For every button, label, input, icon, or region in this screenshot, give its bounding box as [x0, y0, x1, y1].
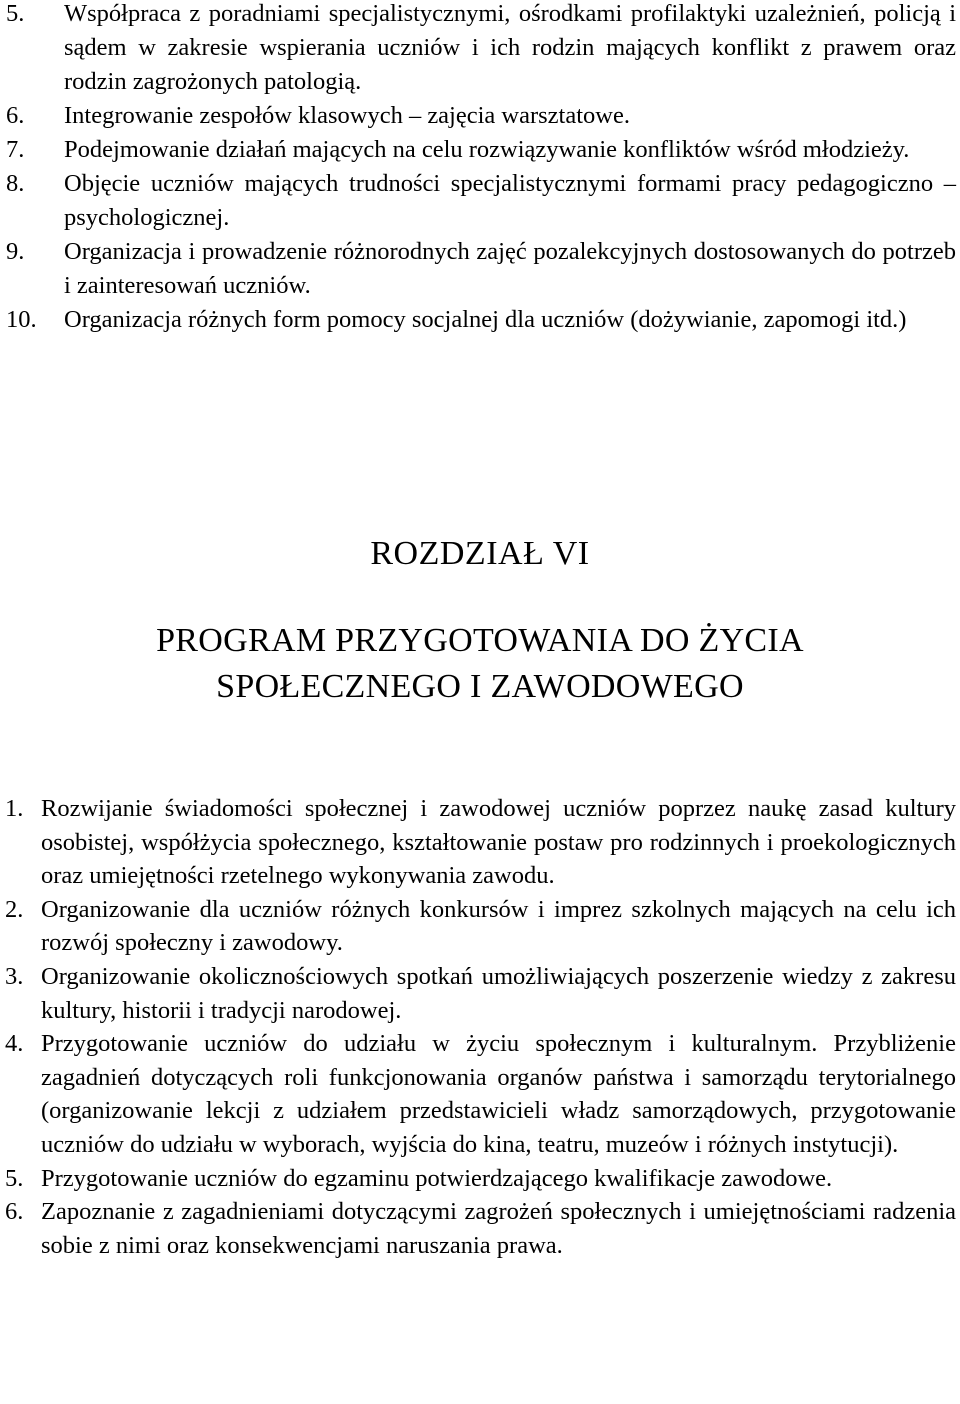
- list-section-a: [6, 0, 956, 337]
- list-item-text: Przygotowanie uczniów do egzaminu potwierdzającego kwalifikacje zawodowe.: [41, 1164, 833, 1192]
- list-item-text: Podejmowanie działań mających na celu rozwiązywanie konfliktów wśród młodzieży.: [64, 136, 910, 163]
- list-item-number: 8.: [6, 170, 25, 197]
- list-item: [5, 1027, 956, 1161]
- list-item-number: 6.: [5, 1198, 24, 1226]
- list-item-text: Organizowanie okolicznościowych spotkań umożliwiających poszerzenie wiedzy z zakresu kultury, historii i tradycji narodowej.: [41, 962, 956, 1024]
- list-item-text: Rozwijanie świadomości społecznej i zawodowej uczniów poprzez naukę zasad kultury osobistej, współżycia społecznego, kształtowanie postaw pro rodzinnych i proekologicznych oraz umiejętności rzetelnego wykonywania zawodu.: [41, 795, 956, 890]
- list-item-text: Objęcie uczniów mających trudności specjalistycznymi formami pracy pedagogiczno – psychologicznej.: [64, 170, 956, 231]
- list-item: [5, 1195, 956, 1262]
- list-item-number: 3.: [5, 962, 24, 990]
- list-item-text: Współpraca z poradniami specjalistycznymi, ośrodkami profilaktyki uzależnień, policją i sądem w zakresie wspierania uczniów i ich rodzin mających konflikt z prawem oraz rodzin zagrożonych patologią.: [64, 0, 956, 95]
- list-item-text: Integrowanie zespołów klasowych – zajęcia warsztatowe.: [64, 102, 630, 129]
- list-item-number: 5.: [5, 1164, 24, 1192]
- list-item-number: 6.: [6, 102, 25, 129]
- program-title-line-1: PROGRAM PRZYGOTOWANIA DO ŻYCIA: [156, 622, 804, 659]
- list-section-b: [5, 792, 956, 1262]
- list-item-text: Organizacja różnych form pomocy socjalnej dla uczniów (dożywianie, zapomogi itd.): [64, 306, 907, 333]
- list-item-number: 2.: [5, 895, 24, 923]
- list-item-number: 4.: [5, 1030, 24, 1058]
- program-title: [0, 618, 960, 710]
- chapter-title: ROZDZIAŁ VI: [370, 535, 590, 572]
- list-item: [6, 167, 956, 235]
- list-item: [5, 1162, 956, 1196]
- list-item-text: Organizacja i prowadzenie różnorodnych zajęć pozalekcyjnych dostosowanych do potrzeb i zainteresowań uczniów.: [64, 238, 956, 299]
- list-item-number: 9.: [6, 238, 25, 265]
- list-item: [5, 893, 956, 960]
- list-item-number: 10.: [6, 306, 37, 333]
- list-item-text: Przygotowanie uczniów do udziału w życiu społecznym i kulturalnym. Przybliżenie zagadnień dotyczących roli funkcjonowania organów państwa i samorządu terytorialnego (organizowanie lekcji z udziałem przedstawicieli władz samorządowych, przygotowanie uczniów do udziału w wyborach, wyjścia do kina, teatru, muzeów i różnych instytucji).: [41, 1030, 956, 1158]
- list-item-number: 1.: [5, 795, 24, 822]
- list-item: [6, 303, 956, 337]
- list-item-number: 5.: [6, 0, 25, 27]
- list-item: [6, 133, 956, 167]
- program-title-line-2: SPOŁECZNEGO I ZAWODOWEGO: [216, 668, 744, 705]
- list-item: [6, 0, 956, 99]
- list-item: [5, 960, 956, 1027]
- list-item-text: Organizowanie dla uczniów różnych konkursów i imprez szkolnych mających na celu ich rozwój społeczny i zawodowy.: [41, 895, 956, 957]
- list-item: [6, 235, 956, 303]
- list-item: [5, 792, 956, 893]
- list-item: [6, 99, 956, 133]
- list-item-number: 7.: [6, 136, 25, 163]
- list-item-text: Zapoznanie z zagadnieniami dotyczącymi zagrożeń społecznych i umiejętnościami radzenia sobie z nimi oraz konsekwencjami naruszania prawa.: [41, 1198, 956, 1259]
